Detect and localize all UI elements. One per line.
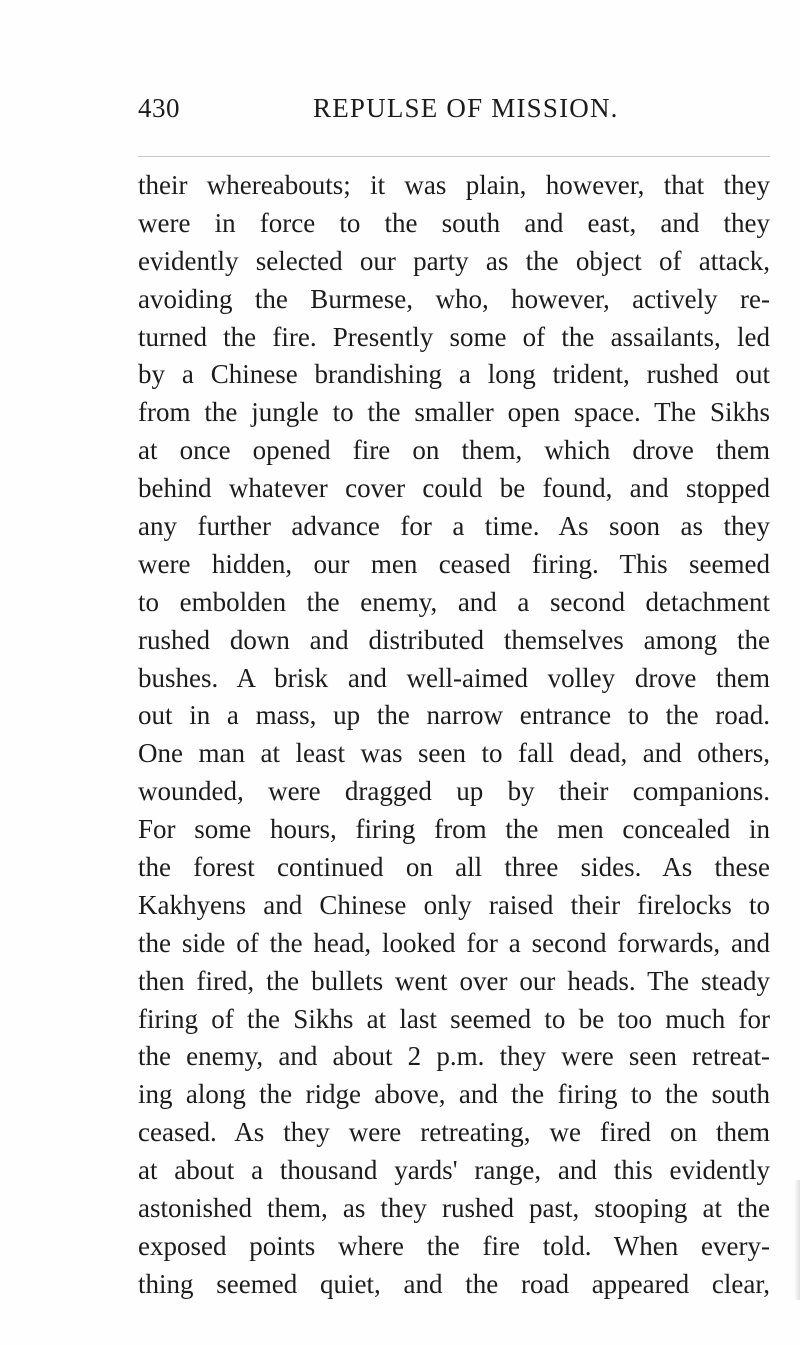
text-line: thing seemed quiet, and the road appeared clear, [138, 1268, 770, 1299]
text-line: ceased. As they were retreating, we fired on them [138, 1117, 770, 1148]
page-edge-shadow [794, 1180, 800, 1300]
text-line: ing along the ridge above, and the firing to the south [138, 1079, 770, 1110]
text-line: the enemy, and about 2 p.m. they were seen retreat- [138, 1041, 770, 1072]
text-line: any further advance for a time. As soon as they [138, 511, 770, 542]
text-line: out in a mass, up the narrow entrance to the road. [138, 700, 770, 731]
page-number: 430 [138, 93, 180, 123]
text-line: at about a thousand yards' range, and this evidently [138, 1155, 770, 1186]
text-line: For some hours, firing from the men concealed in [138, 814, 770, 845]
text-line: avoiding the Burmese, who, however, actively re- [138, 283, 770, 314]
running-head: REPULSE OF MISSION. [313, 93, 619, 123]
text-line: the side of the head, looked for a second forwards, and [138, 927, 770, 958]
text-line: the forest continued on all three sides. As these [138, 852, 770, 883]
text-line: astonished them, as they rushed past, stooping at the [138, 1193, 770, 1224]
body-text [138, 167, 770, 1304]
text-line: turned the fire. Presently some of the assailants, led [138, 321, 770, 352]
text-line: rushed down and distributed themselves among the [138, 624, 770, 655]
text-line: behind whatever cover could be found, and stopped [138, 473, 770, 504]
text-line: from the jungle to the smaller open space. The Sikhs [138, 397, 770, 428]
text-line: exposed points where the fire told. When every- [138, 1230, 770, 1261]
text-line: at once opened fire on them, which drove them [138, 435, 770, 466]
text-line: by a Chinese brandishing a long trident, rushed out [138, 359, 770, 390]
text-line: were hidden, our men ceased firing. This seemed [138, 548, 770, 579]
text-line: bushes. A brisk and well-aimed volley drove them [138, 662, 770, 693]
text-line: evidently selected our party as the object of attack, [138, 245, 770, 276]
text-line: then fired, the bullets went over our heads. The steady [138, 965, 770, 996]
text-line: to embolden the enemy, and a second detachment [138, 586, 770, 617]
text-line: Kakhyens and Chinese only raised their firelocks to [138, 889, 770, 920]
text-line: were in force to the south and east, and they [138, 207, 770, 238]
text-line: their whereabouts; it was plain, however, that they [138, 170, 770, 200]
text-line: One man at least was seen to fall dead, and others, [138, 738, 770, 769]
text-line: wounded, were dragged up by their companions. [138, 776, 770, 807]
header-rule [138, 156, 770, 157]
page-header [138, 93, 768, 133]
text-line: firing of the Sikhs at last seemed to be too much for [138, 1003, 770, 1034]
